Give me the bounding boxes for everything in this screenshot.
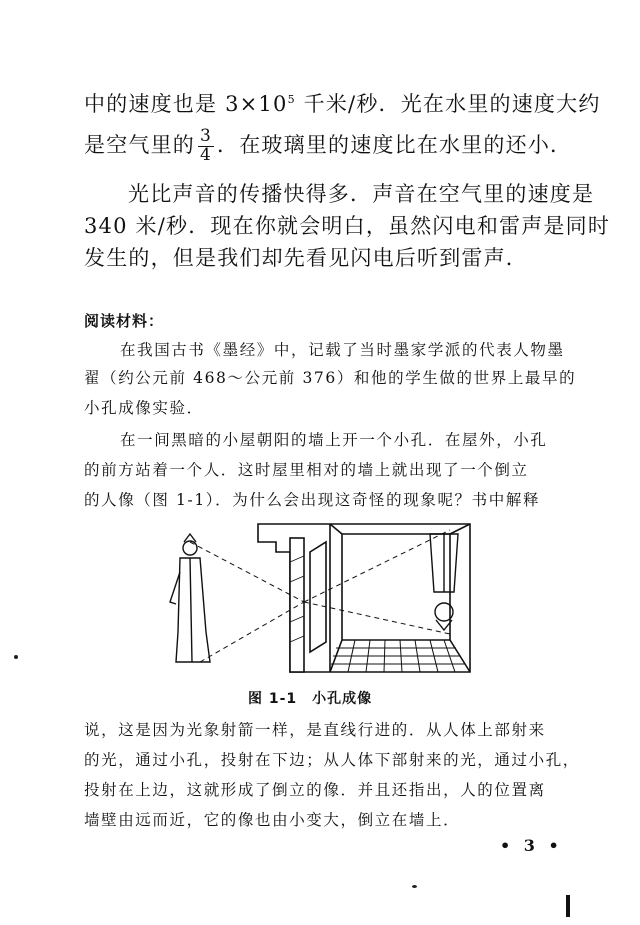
light-ray-top	[190, 542, 304, 602]
reading-line: 在我国古书《墨经》中，记载了当时墨家学派的代表人物墨	[120, 341, 565, 359]
after-figure-line: 的光，通过小孔，投射在下边；从人体下部射来的光，通过小孔，	[84, 751, 580, 769]
para1-line2: 是空气里的 $\frac{3}{4}$ ．在玻璃里的速度比在水里的还小．	[84, 126, 573, 165]
reading-line: 的前方站着一个人．这时屋里相对的墙上就出现了一个倒立	[84, 461, 529, 479]
reading-heading: 阅读材料：	[84, 312, 165, 330]
figure-caption: 图 1-1 小孔成像	[248, 691, 373, 707]
light-ray-bottom	[200, 602, 304, 662]
para2-line3: 发生的，但是我们却先看见闪电后听到雷声．	[84, 246, 528, 270]
reading-line: 翟（约公元前 468～公元前 376）和他的学生做的世界上最早的	[84, 369, 577, 387]
after-figure-line: 说，这是因为光象射箭一样，是直线行进的．从人体上部射来	[84, 721, 546, 739]
front-wall	[290, 538, 304, 672]
scan-speck	[14, 655, 18, 659]
standing-person	[170, 534, 210, 662]
para2-line1: 光比声音的传播快得多．声音在空气里的速度是	[128, 182, 595, 206]
para2-line2: 340 米/秒．现在你就会明白，虽然闪电和雷声是同时	[84, 214, 611, 238]
fraction-three-quarters: $\frac{3}{4}$	[200, 126, 213, 165]
para1-line1: 中的速度也是 $3\times 10^5$ 千米/秒．光在水里的速度大约	[84, 92, 601, 116]
reading-line: 小孔成像实验．	[84, 399, 204, 417]
pinhole-camera-figure	[150, 512, 495, 682]
reading-line: 在一间黑暗的小屋朝阳的墙上开一个小孔．在屋外，小孔	[120, 431, 548, 449]
side-door	[310, 542, 326, 652]
scan-edge-mark	[566, 895, 570, 917]
reading-line: 的人像（图 1-1）．为什么会出现这奇怪的现象呢？书中解释	[84, 491, 541, 509]
page-number: • 3 •	[500, 836, 563, 855]
floor-grid	[331, 640, 465, 672]
inverted-person-image	[430, 534, 458, 630]
scan-speck	[412, 885, 417, 888]
after-figure-line: 投射在上边，这就形成了倒立的像．并且还指出，人的位置离	[84, 781, 546, 799]
after-figure-line: 墙壁由远而近，它的像也由小变大，倒立在墙上．	[84, 811, 461, 829]
